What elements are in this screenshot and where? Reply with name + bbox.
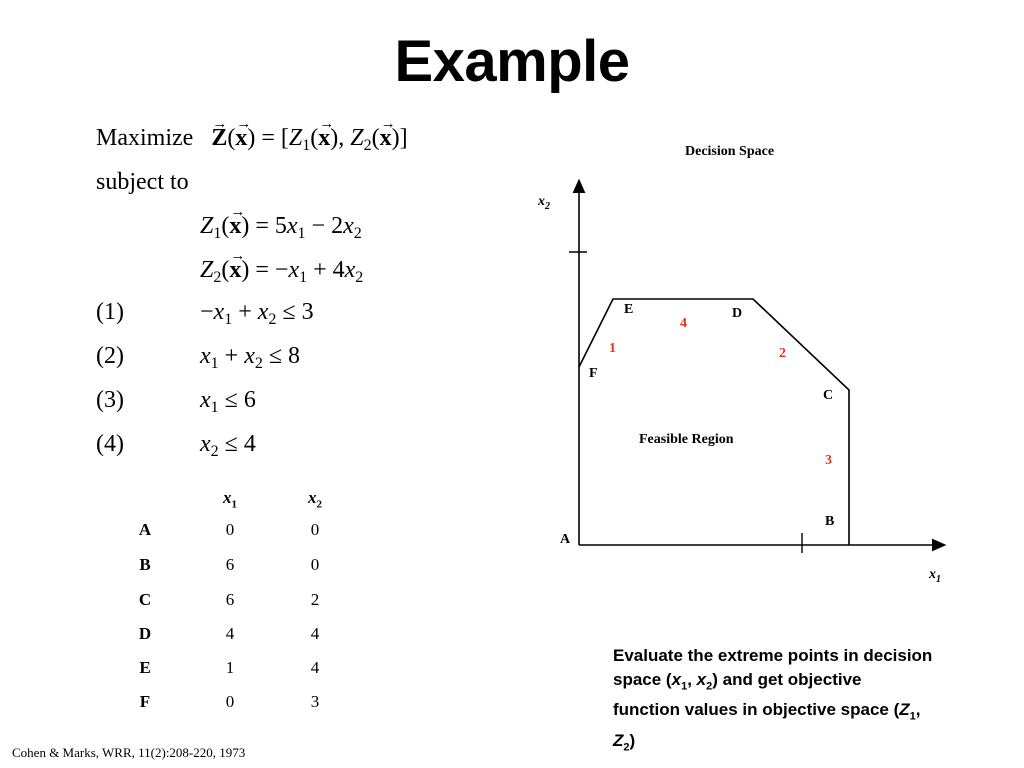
x-axis-label: $x_1$ xyxy=(929,567,941,585)
constraint-4: $x_2 \le 4$ xyxy=(200,431,256,460)
evaluation-note: Evaluate the extreme points in decision space ($x_1$, $x_2$) and get objective function values in objective space ($Z_1$, $Z_2$) xyxy=(613,646,933,754)
vertex-label-e: E xyxy=(624,302,634,317)
table-cell: 4 xyxy=(225,624,235,643)
constraint-2-label: (2) xyxy=(96,343,124,369)
vertex-label-b: B xyxy=(825,514,835,529)
feasible-region-boundary xyxy=(579,299,849,545)
constraint-3: $x_1 \le 6$ xyxy=(200,387,256,416)
constraint-number-3: 3 xyxy=(825,453,832,468)
table-cell: 6 xyxy=(225,590,235,609)
table-header-x1: $x_1$ xyxy=(223,488,237,511)
table-cell: 1 xyxy=(225,658,235,677)
constraint-1-label: (1) xyxy=(96,299,124,325)
table-cell: 0 xyxy=(310,555,320,574)
table-cell: 2 xyxy=(310,590,320,609)
table-cell: 0 xyxy=(310,520,320,539)
constraint-3-label: (3) xyxy=(96,387,124,413)
table-row-point: B xyxy=(139,555,151,574)
subject-to-label: subject to xyxy=(96,169,189,195)
table-row-point: E xyxy=(139,658,151,677)
table-cell: 4 xyxy=(310,624,320,643)
table-row-point: C xyxy=(138,590,152,609)
vertex-label-d: D xyxy=(732,306,743,321)
constraint-1: $-x_1 + x_2 \le 3$ xyxy=(200,299,314,328)
decision-space-diagram xyxy=(520,130,960,600)
table-cell: 3 xyxy=(310,692,320,711)
feasible-region-label: Feasible Region xyxy=(639,432,734,447)
citation: Cohen & Marks, WRR, 11(2):208-220, 1973 xyxy=(12,745,246,760)
table-cell: 0 xyxy=(225,520,235,539)
constraint-number-2: 2 xyxy=(779,346,786,361)
table-row-point: F xyxy=(139,692,151,711)
constraint-number-4: 4 xyxy=(680,316,687,331)
constraint-2: $x_1 + x_2 \le 8$ xyxy=(200,343,301,372)
y-axis-label: $x_2$ xyxy=(538,194,550,212)
decision-space-svg xyxy=(520,130,960,600)
maximize-label: Maximize xyxy=(96,125,194,151)
table-row-point: A xyxy=(138,520,152,539)
page-title: Example xyxy=(394,29,630,94)
vertex-label-c: C xyxy=(823,388,834,403)
table-cell: 0 xyxy=(225,692,235,711)
table-row-point: D xyxy=(138,624,152,643)
objective-line: Maximize → $Z(\to x) = [Z_1(\to x)$, $Z_2(\to x)$] xyxy=(96,124,408,160)
vertex-label-a: A xyxy=(560,532,571,547)
constraint-number-1: 1 xyxy=(609,341,616,356)
constraint-4-label: (4) xyxy=(96,431,124,457)
diagram-title: Decision Space xyxy=(685,144,775,159)
z1-definition: $Z_1(\to x) = 5x_1 - 2x_2$ xyxy=(200,212,362,248)
vertex-label-f: F xyxy=(589,366,598,381)
table-cell: 6 xyxy=(225,555,235,574)
objective-vector: → Z xyxy=(211,125,227,151)
table-cell: 4 xyxy=(310,658,320,677)
z2-definition: $Z_2(\to x) = -x_1 + 4x_2$ xyxy=(200,256,363,292)
table-header-x2: $x_2$ xyxy=(308,488,322,511)
